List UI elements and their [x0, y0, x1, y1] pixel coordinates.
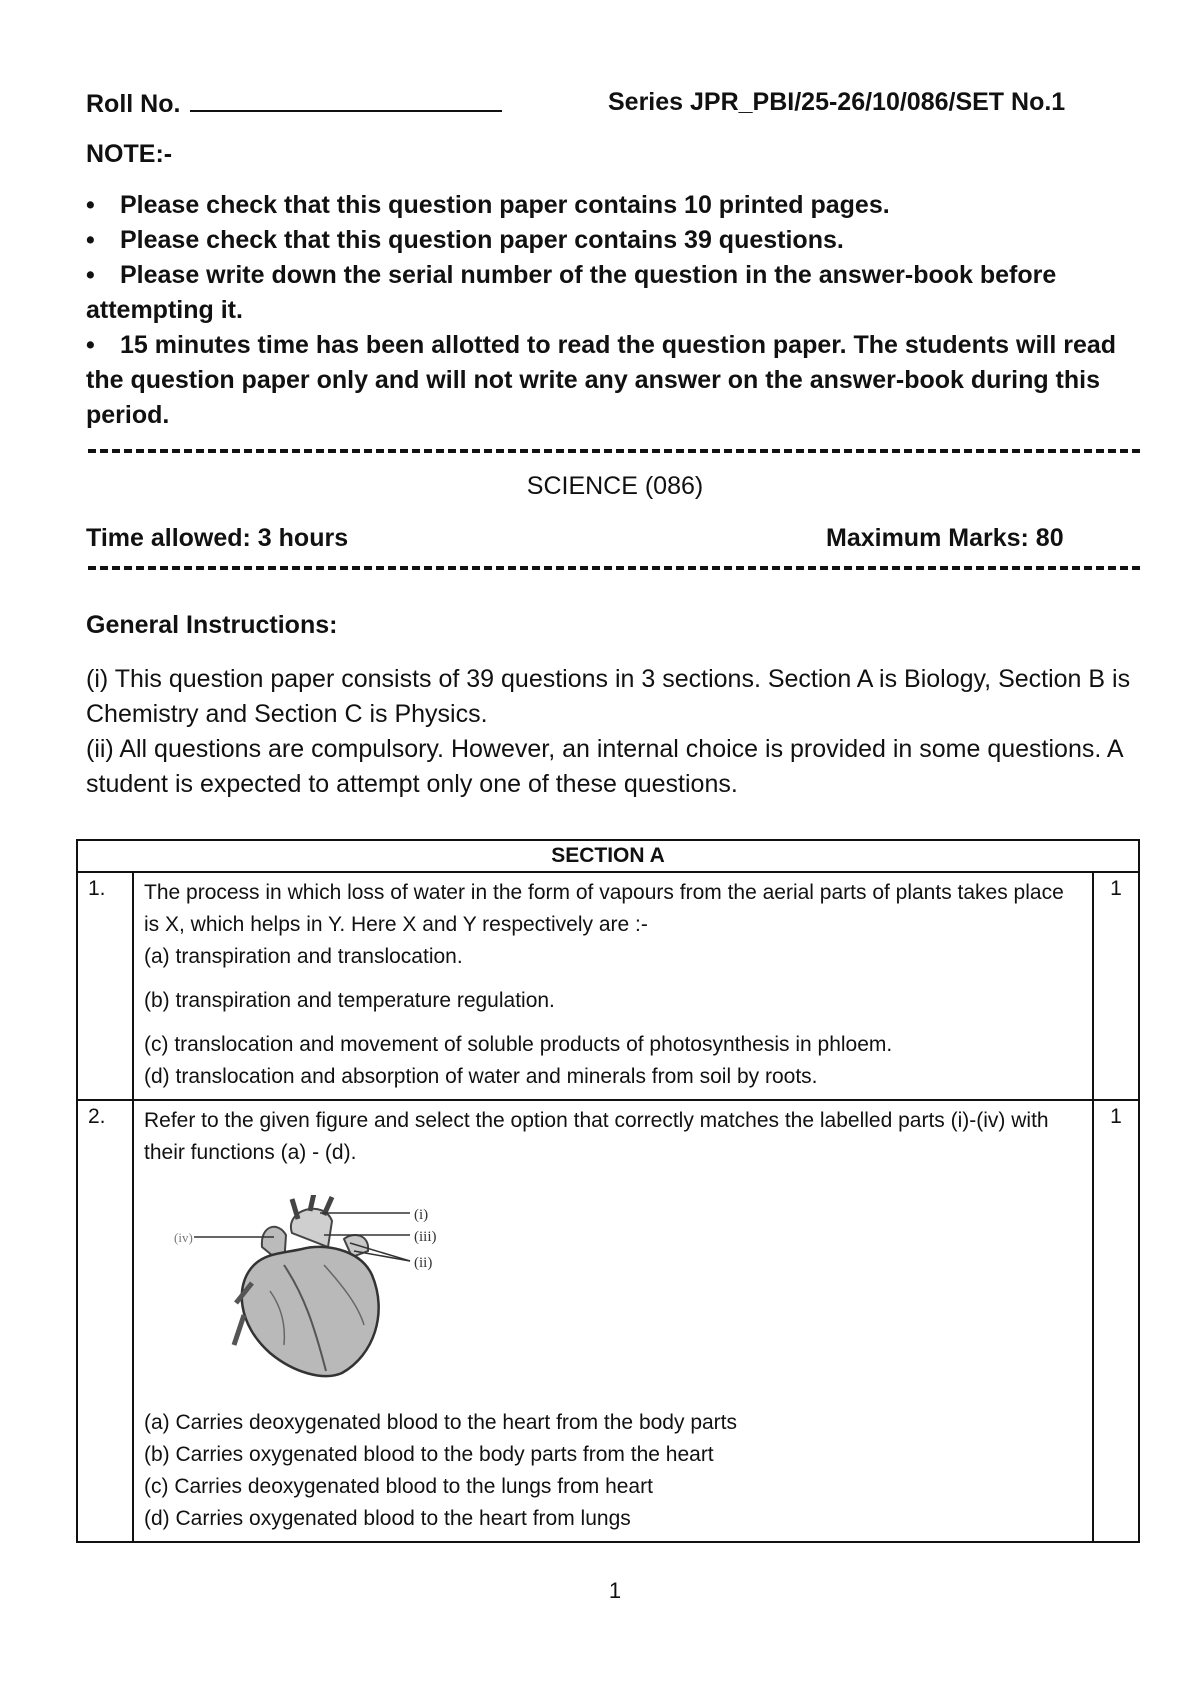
question-text: The process in which loss of water in the form of vapours from the aerial parts of plants takes place is X, which helps in Y. Here X and Y respectively are :-: [144, 881, 1064, 936]
instruction-item: (i) This question paper consists of 39 questions in 3 sections. Section A is Biology, Section B is Chemistry and Section C is Physics.: [86, 665, 1131, 728]
question-marks: 1: [1093, 1100, 1139, 1542]
note-item-text: Please check that this question paper contains 10 printed pages.: [120, 191, 890, 219]
question-number: 1.: [77, 872, 133, 1100]
bullet-icon: •: [86, 261, 95, 289]
option-b: (b) Carries oxygenated blood to the body parts from the heart: [144, 1443, 714, 1466]
maximum-marks: Maximum Marks: 80: [826, 524, 1064, 552]
subject-title: SCIENCE (086): [526, 472, 704, 500]
series-code: Series JPR_PBI/25-26/10/086/SET No.1: [608, 88, 1066, 116]
note-item-text: Please write down the serial number of the question in the answer-book before attempting it.: [86, 261, 1057, 324]
option-a: (a) Carries deoxygenated blood to the heart from the body parts: [144, 1411, 738, 1434]
page-number: 1: [608, 1578, 622, 1603]
divider-bottom: [88, 566, 1140, 570]
general-instructions-title: General Instructions:: [86, 611, 338, 639]
question-text: Refer to the given figure and select the option that correctly matches the labelled parts (i)-(iv) with their functions (a) - (d).: [144, 1109, 1049, 1164]
note-item: [86, 223, 1136, 258]
section-a-title: SECTION A: [77, 840, 1139, 872]
option-a: (a) transpiration and translocation.: [144, 945, 463, 968]
option-c: (c) translocation and movement of soluble products of photosynthesis in phloem.: [144, 1033, 893, 1056]
heart-diagram-icon: [174, 1195, 474, 1385]
bullet-icon: •: [86, 191, 95, 219]
header-row: [86, 88, 1126, 122]
roll-number: [86, 88, 502, 119]
general-instructions: [86, 662, 1146, 802]
section-a-table: [76, 839, 1140, 1543]
figure-label-i: (i): [414, 1207, 429, 1223]
roll-label: Roll No.: [86, 90, 181, 118]
instruction-item: (ii) All questions are compulsory. However, an internal choice is provided in some questions. A student is expected to attempt only one of these questions.: [86, 735, 1123, 798]
question-row: [77, 872, 1139, 1100]
figure-label-iv: (iv): [174, 1230, 193, 1245]
note-item: [86, 258, 1136, 328]
note-list: [86, 188, 1136, 433]
question-row: [77, 1100, 1139, 1542]
question-marks: 1: [1093, 872, 1139, 1100]
note-item-text: Please check that this question paper contains 39 questions.: [120, 226, 844, 254]
bullet-icon: •: [86, 226, 95, 254]
question-body: [133, 1100, 1093, 1542]
note-item: [86, 188, 1136, 223]
note-item-text: 15 minutes time has been allotted to read the question paper. The students will read the question paper only and will not write any answer on the answer-book during this period.: [86, 331, 1117, 429]
question-body: [133, 872, 1093, 1100]
option-b: (b) transpiration and temperature regulation.: [144, 989, 555, 1012]
option-d: (d) Carries oxygenated blood to the heart from lungs: [144, 1507, 631, 1530]
figure-label-ii: (ii): [414, 1255, 433, 1271]
option-c: (c) Carries deoxygenated blood to the lungs from heart: [144, 1475, 653, 1498]
time-allowed: Time allowed: 3 hours: [86, 524, 349, 552]
note-item: [86, 328, 1136, 433]
option-d: (d) translocation and absorption of water and minerals from soil by roots.: [144, 1065, 818, 1088]
bullet-icon: •: [86, 331, 95, 359]
divider-top: [88, 449, 1140, 453]
roll-number-blank: [190, 88, 502, 112]
heart-figure: [174, 1195, 474, 1385]
question-number: 2.: [77, 1100, 133, 1542]
figure-label-iii: (iii): [414, 1229, 437, 1245]
note-title: NOTE:-: [86, 140, 173, 168]
